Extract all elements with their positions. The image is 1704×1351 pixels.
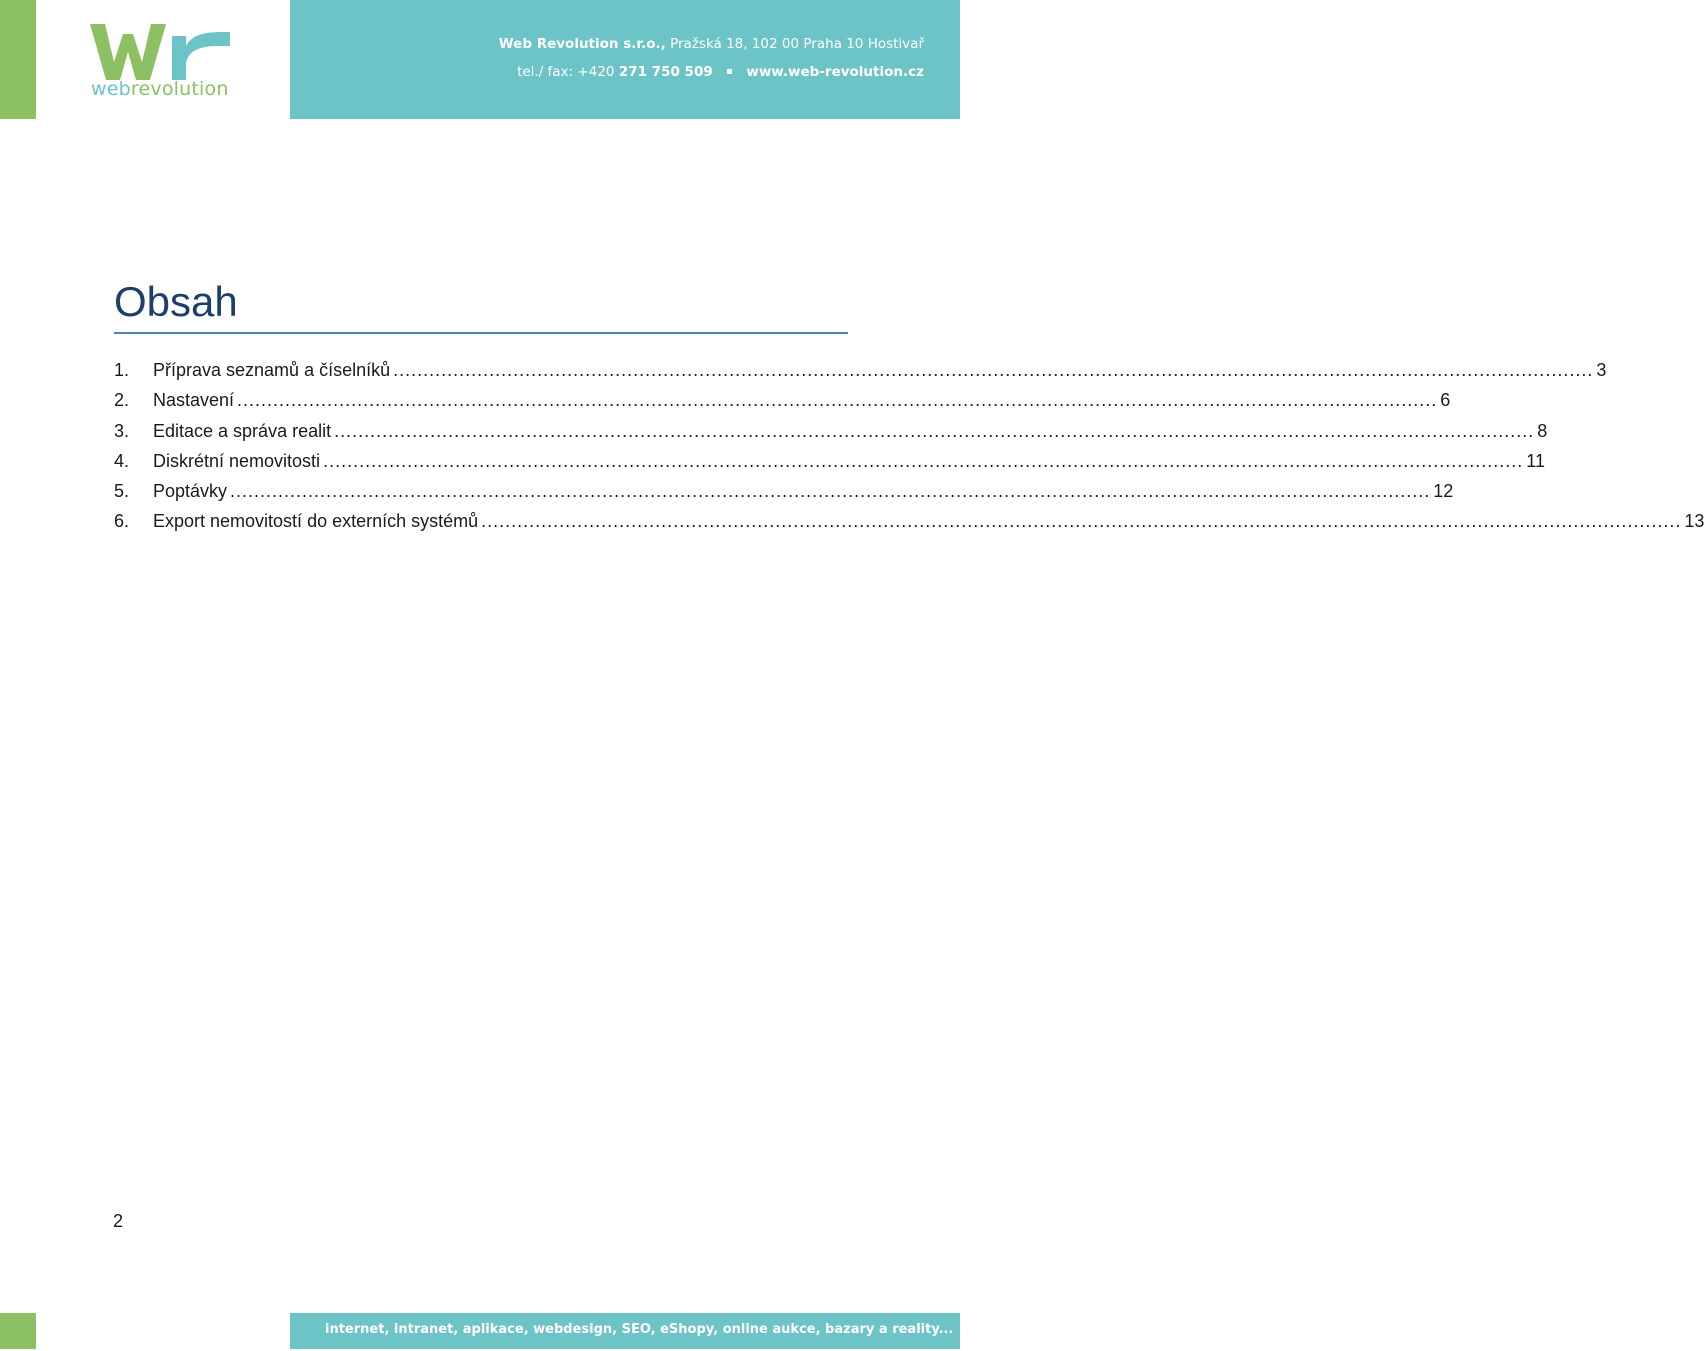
toc-entry-number: 3. [114, 420, 130, 441]
contact-phone: 271 750 509 [618, 64, 713, 80]
toc-entry-label: Příprava seznamů a číselníků [153, 360, 391, 380]
toc-entry-label: Diskrétní nemovitosti [153, 450, 321, 471]
toc-entry[interactable] [114, 357, 1607, 387]
table-of-contents [114, 357, 1704, 539]
toc-entry-number: 4. [114, 450, 130, 471]
toc-dot-leader: ........................................................................................................................................................................................................ [334, 420, 1535, 441]
toc-entry-label: Nastavení [153, 390, 235, 411]
separator-bullet-icon [727, 69, 732, 74]
toc-entry[interactable] [114, 478, 1454, 508]
company-address: Pražská 18, 102 00 Praha 10 Hostivař [670, 36, 924, 52]
toc-entry[interactable] [114, 418, 1548, 448]
toc-entry[interactable] [114, 508, 1704, 538]
logo-word-web: web [91, 78, 131, 100]
toc-entry-page: 13 [1684, 511, 1704, 532]
contact-label: tel./ fax: +420 [517, 64, 615, 80]
toc-dot-leader: ........................................................................................................................................................................................................ [393, 360, 1594, 380]
footer-teal-band [290, 1313, 960, 1349]
toc-title-rule [114, 332, 848, 334]
toc-entry-page: 8 [1537, 420, 1548, 441]
toc-entry-number: 2. [114, 390, 130, 411]
toc-entry-page: 3 [1596, 360, 1607, 380]
toc-entry-page: 6 [1440, 390, 1451, 411]
company-address-line [499, 36, 924, 52]
footer-green-strip [0, 1313, 36, 1349]
toc-entry-number: 5. [114, 481, 130, 502]
website-link[interactable]: www.web-revolution.cz [746, 64, 924, 80]
toc-dot-leader: ........................................................................................................................................................................................................ [237, 390, 1438, 411]
footer-tagline: internet, intranet, aplikace, webdesign, SEO, eShopy, online aukce, bazary a reality... [325, 1322, 954, 1337]
page-number: 2 [113, 1211, 124, 1231]
toc-entry-label: Export nemovitostí do externích systémů [153, 511, 479, 532]
logo-word-revolution: revolution [130, 78, 229, 100]
toc-entry-label: Poptávky [153, 481, 228, 502]
toc-dot-leader: ........................................................................................................................................................................................................ [323, 450, 1524, 471]
toc-entry-page: 12 [1433, 481, 1454, 502]
toc-dot-leader: ........................................................................................................................................................................................................ [481, 511, 1682, 532]
company-contact-line [517, 64, 924, 80]
logo-wordmark [91, 78, 229, 100]
company-name: Web Revolution s.r.o., [498, 36, 666, 52]
toc-entry-number: 1. [114, 360, 130, 380]
header-teal-band [290, 0, 960, 119]
toc-entry-page: 11 [1526, 450, 1545, 471]
toc-entry[interactable] [114, 448, 1545, 478]
toc-dot-leader: ........................................................................................................................................................................................................ [230, 481, 1431, 502]
toc-title: Obsah [114, 278, 238, 325]
toc-entry[interactable] [114, 387, 1451, 417]
toc-entry-number: 6. [114, 511, 130, 532]
toc-entry-label: Editace a správa realit [153, 420, 332, 441]
header-green-strip [0, 0, 36, 119]
